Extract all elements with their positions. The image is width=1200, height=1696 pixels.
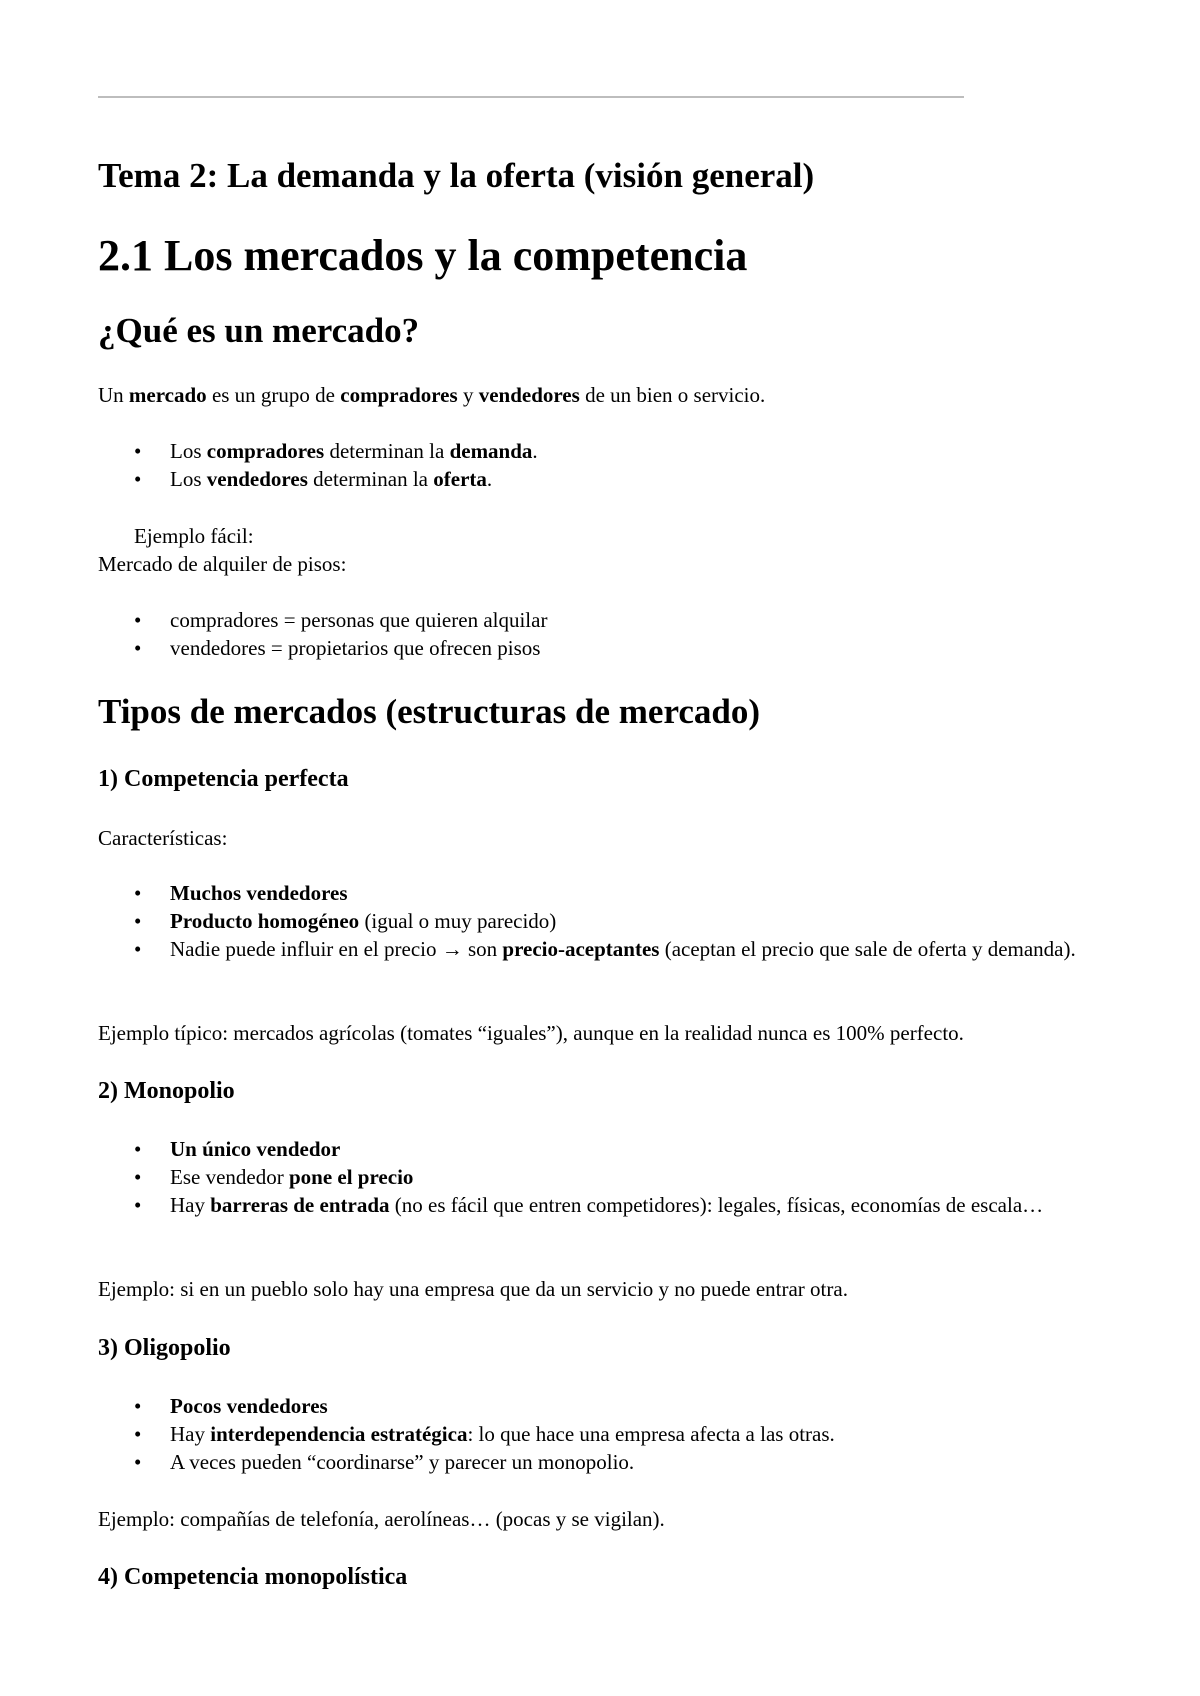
list-item: • Producto homogéneo (igual o muy parecido) bbox=[98, 907, 1200, 935]
monopolistic-competition-heading: 4) Competencia monopolística bbox=[98, 1564, 408, 1590]
list-item: • A veces pueden “coordinarse” y parecer un monopolio. bbox=[98, 1448, 1200, 1476]
list-item: • Pocos vendedores bbox=[98, 1392, 1200, 1420]
example-list bbox=[98, 606, 1200, 662]
monopoly-heading: 2) Monopolio bbox=[98, 1078, 235, 1104]
section-heading: 2.1 Los mercados y la competencia bbox=[98, 231, 748, 280]
monopoly-list bbox=[98, 1135, 1200, 1219]
list-item: • Hay barreras de entrada (no es fácil que entren competidores): legales, físicas, economías de escala… bbox=[98, 1191, 1200, 1219]
intro-paragraph: Un mercado es un grupo de compradores y vendedores de un bien o servicio. bbox=[98, 383, 766, 407]
what-is-market-heading: ¿Qué es un mercado? bbox=[98, 311, 420, 350]
roles-list bbox=[98, 437, 1200, 493]
oligopoly-heading: 3) Oligopolio bbox=[98, 1335, 231, 1361]
list-item: • vendedores = propietarios que ofrecen pisos bbox=[98, 634, 1200, 662]
document-title: Tema 2: La demanda y la oferta (visión general) bbox=[98, 156, 815, 195]
list-item: • Nadie puede influir en el precio → son precio-aceptantes (aceptan el precio que sale de oferta y demanda). bbox=[98, 935, 1200, 963]
list-item: • Los vendedores determinan la oferta. bbox=[98, 465, 1200, 493]
list-item: • compradores = personas que quieren alquilar bbox=[98, 606, 1200, 634]
example-title: Mercado de alquiler de pisos: bbox=[98, 552, 347, 576]
horizontal-rule bbox=[98, 96, 964, 98]
perfect-competition-list bbox=[98, 879, 1200, 963]
list-item: • Un único vendedor bbox=[98, 1135, 1200, 1163]
oligopoly-example: Ejemplo: compañías de telefonía, aerolíneas… (pocas y se vigilan). bbox=[98, 1507, 665, 1531]
example-label: Ejemplo fácil: bbox=[134, 524, 254, 548]
characteristics-label: Características: bbox=[98, 826, 228, 850]
oligopoly-list bbox=[98, 1392, 1200, 1476]
list-item: • Ese vendedor pone el precio bbox=[98, 1163, 1200, 1191]
monopoly-example: Ejemplo: si en un pueblo solo hay una empresa que da un servicio y no puede entrar otra. bbox=[98, 1277, 848, 1301]
market-types-heading: Tipos de mercados (estructuras de mercado) bbox=[98, 692, 761, 731]
perfect-competition-heading: 1) Competencia perfecta bbox=[98, 766, 349, 792]
list-item: • Los compradores determinan la demanda. bbox=[98, 437, 1200, 465]
list-item: • Hay interdependencia estratégica: lo que hace una empresa afecta a las otras. bbox=[98, 1420, 1200, 1448]
list-item: • Muchos vendedores bbox=[98, 879, 1200, 907]
perfect-competition-example: Ejemplo típico: mercados agrícolas (tomates “iguales”), aunque en la realidad nunca es 100% perfecto. bbox=[98, 1021, 964, 1045]
